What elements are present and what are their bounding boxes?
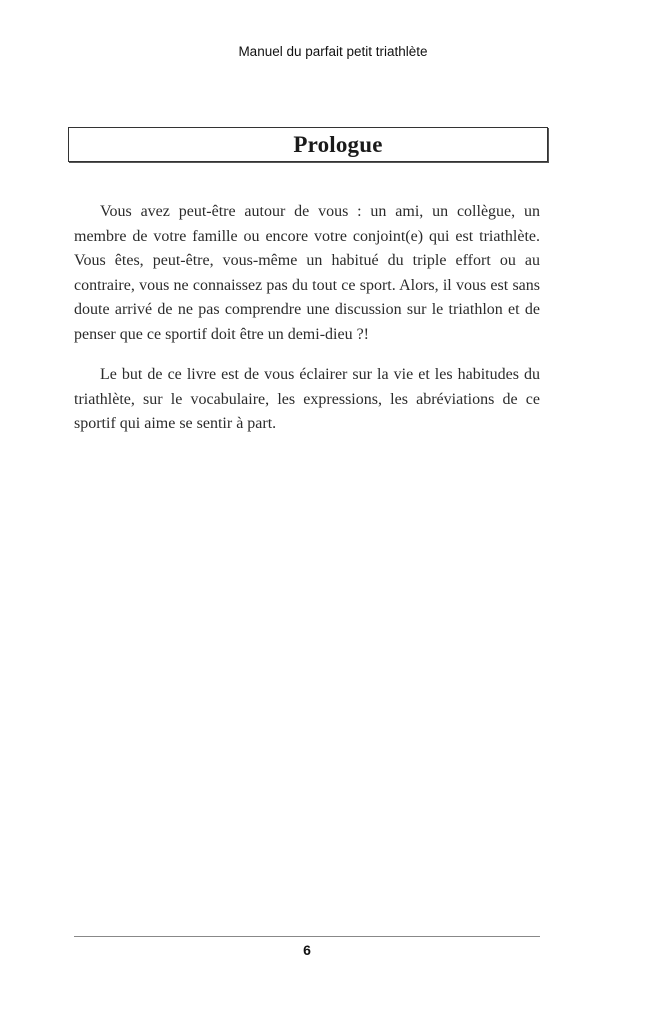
running-header: Manuel du parfait petit triathlète bbox=[238, 44, 428, 59]
footer-divider bbox=[74, 936, 540, 937]
body-text bbox=[74, 200, 540, 453]
paragraph-2: Le but de ce livre est de vous éclairer sur la vie et les habitudes du triathlète, sur le vocabulaire, les expressions, les abréviations de ce sportif qui aime se sentir à part. bbox=[74, 366, 540, 432]
chapter-title: Prologue bbox=[293, 131, 383, 157]
paragraph-1: Vous avez peut-être autour de vous : un ami, un collègue, un membre de votre famille ou encore votre conjoint(e) qui est triathlète. Vous êtes, peut-être, vous-même un habitué du triple effort ou au contraire, vous ne connaissez pas du tout ce sport. Alors, il vous est sans doute arrivé de ne pas comprendre une discussion sur le triathlon et de penser que ce sportif doit être un demi-dieu ?! bbox=[74, 203, 540, 343]
page-number: 6 bbox=[303, 942, 311, 958]
chapter-title-box bbox=[68, 127, 548, 162]
